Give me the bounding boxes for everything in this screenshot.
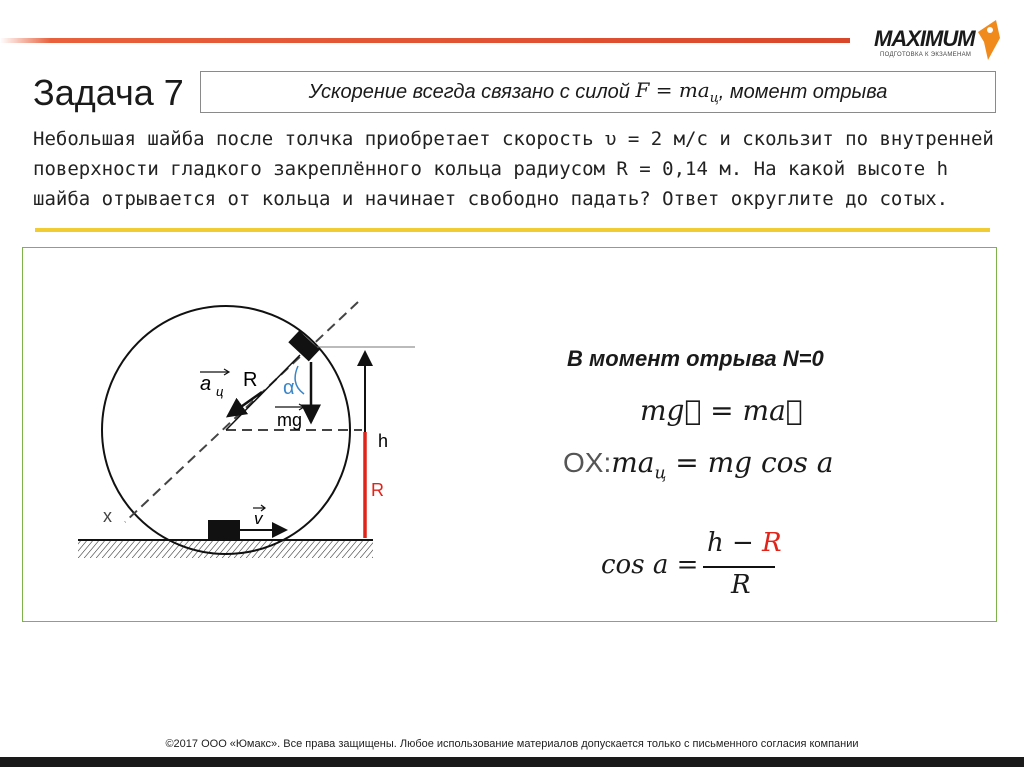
- label-mg: mg: [277, 410, 303, 430]
- label-v: v: [254, 509, 263, 528]
- eq2-right: = mg cos a: [666, 446, 834, 479]
- label-R-red: R: [371, 480, 384, 500]
- acc-arrow: [228, 392, 262, 416]
- hint-text-end: , момент отрыва: [718, 80, 888, 103]
- problem-text: Небольшая шайба после толчка приобретает скорость υ = 2 м/с и скользит по внутренней поверхности гладкого закреплённого кольца радиусом R = 0,14 м. На какой высоте h шайба отрывается от кольца и начинает свободно падать? Ответ округлите до сотых.: [33, 128, 994, 210]
- x-axis-dashed: [125, 302, 358, 522]
- footer-bar: [0, 757, 1024, 767]
- task-title: Задача 7: [33, 72, 184, 113]
- puck-bottom: [208, 520, 240, 540]
- label-R: R: [243, 369, 258, 391]
- label-alpha: α: [283, 377, 295, 399]
- right-title: В момент отрыва N=0: [567, 346, 824, 371]
- label-acc-sub: ц: [216, 384, 224, 399]
- ox-label: OX:: [563, 447, 612, 478]
- label-h: h: [378, 431, 389, 451]
- logo-subtitle: ПОДГОТОВКА К ЭКЗАМЕНАМ: [880, 52, 972, 58]
- hint-text: Ускорение всегда связано с силой: [308, 80, 630, 103]
- eq2-sub: ц: [654, 463, 667, 484]
- ground-hatch: [78, 540, 373, 558]
- label-x: x: [103, 506, 112, 526]
- cos-numerator: h − R: [707, 528, 782, 558]
- logo-text: MAXIMUM: [874, 26, 975, 51]
- cos-denominator: R: [731, 570, 751, 600]
- hint-formula: $F = ma_ц$: [635, 78, 719, 106]
- equation-cos: [601, 530, 801, 600]
- fraction-bar: [703, 566, 775, 568]
- equation-ox: [563, 446, 834, 484]
- footer-copyright: ©2017 ООО «Юмакс». Все права защищены. Любое использование материалов допускается только с письменного согласия компании: [165, 738, 859, 750]
- eq2-left: ma: [611, 446, 655, 479]
- cos-left: cos a =: [601, 550, 699, 580]
- puck-top: [288, 331, 319, 362]
- label-acc: a: [200, 373, 212, 395]
- alpha-arc: [295, 366, 304, 394]
- equation-newton: mg⃗ = ma⃗: [640, 394, 803, 427]
